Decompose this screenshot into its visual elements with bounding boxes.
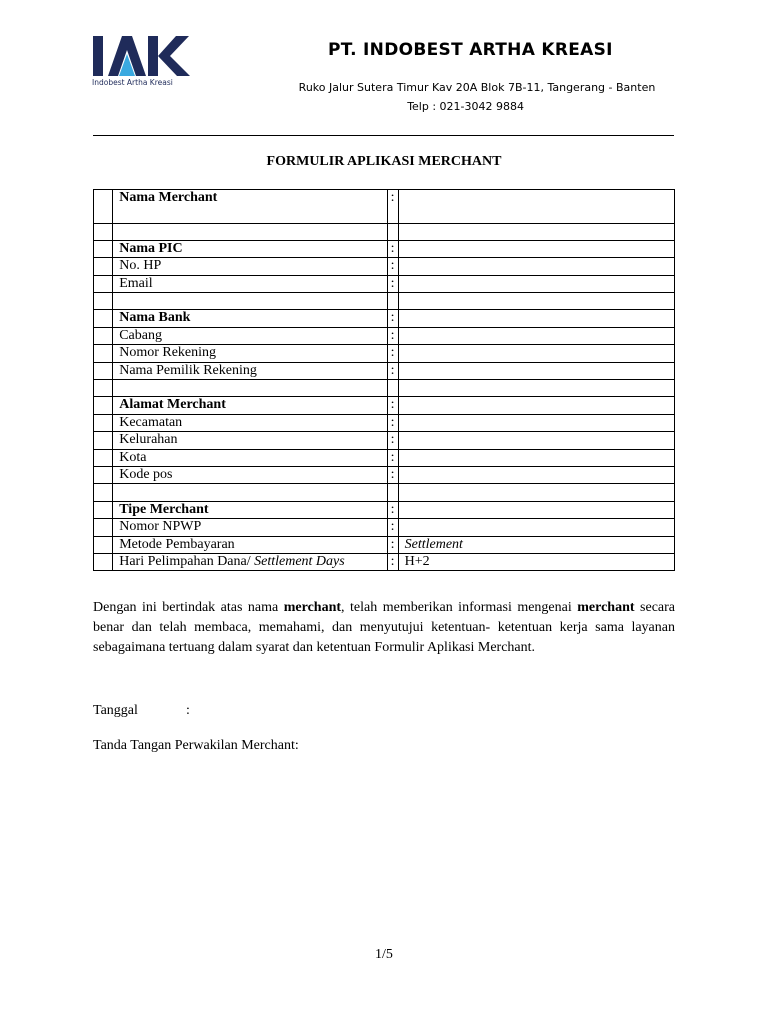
field-value[interactable] [398,310,674,327]
field-label-text: Kelurahan [119,432,178,448]
field-colon: : [387,536,398,553]
field-label-text: Cabang [119,327,162,343]
field-label-text: Hari Pelimpahan Dana/ [119,553,255,569]
row-marker-cell [94,414,113,431]
header-divider [93,135,674,136]
field-colon: : [387,519,398,536]
form-row [94,553,675,570]
form-row [94,484,675,501]
field-value[interactable] [398,293,674,310]
field-label [113,466,387,483]
row-marker-cell [94,449,113,466]
field-label [113,449,387,466]
field-label [113,432,387,449]
field-label-text: Nomor Rekening [119,345,217,361]
field-value[interactable] [398,223,674,240]
field-value[interactable] [398,345,674,362]
statement-text: Dengan ini bertindak atas nama [93,600,284,615]
field-colon [387,380,398,397]
field-label [113,397,387,414]
field-label [113,240,387,257]
field-label-text: Kota [119,449,147,465]
field-colon: : [387,553,398,570]
field-label-text: No. HP [119,258,162,274]
row-marker-cell [94,258,113,275]
tanggal-label: Tanggal [93,703,138,718]
form-row [94,190,675,224]
field-value[interactable] [398,362,674,379]
row-marker-cell [94,327,113,344]
row-marker-cell [94,223,113,240]
field-colon: : [387,258,398,275]
field-colon: : [387,432,398,449]
field-label [113,414,387,431]
form-row [94,345,675,362]
field-label-text: Nama PIC [119,240,183,256]
form-row [94,240,675,257]
field-colon: : [387,362,398,379]
field-value[interactable] [398,397,674,414]
row-marker-cell [94,484,113,501]
form-row [94,362,675,379]
field-colon: : [387,397,398,414]
row-marker-cell [94,501,113,518]
row-marker-cell [94,553,113,570]
field-label [113,258,387,275]
field-value[interactable] [398,258,674,275]
field-label [113,293,387,310]
field-label-text: Kode pos [119,466,173,482]
field-value[interactable] [398,501,674,518]
statement-bold: merchant [283,600,342,615]
field-label [113,345,387,362]
form-row [94,223,675,240]
form-row [94,466,675,483]
field-colon: : [387,466,398,483]
field-label-italic: Settlement Days [254,553,345,569]
form-row [94,380,675,397]
field-label [113,327,387,344]
row-marker-cell [94,345,113,362]
field-value[interactable] [398,553,674,570]
form-row [94,432,675,449]
iak-logo-icon [92,34,192,78]
row-marker-cell [94,310,113,327]
field-label [113,275,387,292]
form-row [94,397,675,414]
field-colon [387,223,398,240]
field-label-text: Nama Bank [119,310,191,326]
row-marker-cell [94,240,113,257]
tanggal-colon: : [186,703,190,718]
field-value[interactable] [398,414,674,431]
row-marker-cell [94,397,113,414]
field-label-text: Nama Pemilik Rekening [119,362,257,378]
field-label [113,380,387,397]
field-label [113,190,387,224]
field-colon: : [387,414,398,431]
field-label-text: Alamat Merchant [119,397,226,413]
form-row [94,293,675,310]
row-marker-cell [94,362,113,379]
field-label-text: Nama Merchant [119,190,218,205]
field-label [113,310,387,327]
form-row [94,414,675,431]
row-marker-cell [94,275,113,292]
company-name: PT. INDOBEST ARTHA KREASI [328,40,613,60]
row-marker-cell [94,519,113,536]
field-label [113,553,387,570]
field-label-text: Metode Pembayaran [119,536,235,552]
row-marker-cell [94,536,113,553]
merchant-form-table [93,189,675,571]
field-value[interactable] [398,449,674,466]
field-label-text: Nomor NPWP [119,519,202,535]
form-row [94,275,675,292]
field-value[interactable] [398,190,674,224]
field-label [113,519,387,536]
field-colon: : [387,327,398,344]
field-colon: : [387,345,398,362]
statement-paragraph [93,598,675,658]
company-address: Ruko Jalur Sutera Timur Kav 20A Blok 7B-11, Tangerang - Banten [298,81,656,94]
form-row [94,258,675,275]
field-value[interactable] [398,327,674,344]
field-colon [387,484,398,501]
form-row [94,449,675,466]
tanggal-field [93,703,190,719]
form-row [94,519,675,536]
field-colon [387,293,398,310]
row-marker-cell [94,380,113,397]
field-label [113,501,387,518]
field-label [113,223,387,240]
field-colon: : [387,501,398,518]
field-value[interactable] [398,466,674,483]
form-row [94,536,675,553]
field-label-text: Kecamatan [119,414,183,430]
signature-label: Tanda Tangan Perwakilan Merchant: [93,738,299,753]
field-value-text: H+2 [404,553,430,569]
company-phone: Telp : 021-3042 9884 [407,100,524,113]
field-value[interactable] [398,380,674,397]
field-value[interactable] [398,240,674,257]
form-row [94,310,675,327]
field-value[interactable] [398,432,674,449]
field-label-text: Tipe Merchant [119,501,209,517]
field-label [113,362,387,379]
logo-subtitle: Indobest Artha Kreasi [92,78,173,87]
field-label [113,536,387,553]
field-value[interactable] [398,275,674,292]
field-colon: : [387,275,398,292]
row-marker-cell [94,293,113,310]
field-value[interactable] [398,536,674,553]
row-marker-cell [94,190,113,224]
field-label-text: Email [119,275,153,291]
field-label [113,484,387,501]
form-title: FORMULIR APLIKASI MERCHANT [266,154,502,169]
row-marker-cell [94,432,113,449]
company-logo [92,34,192,90]
form-row [94,327,675,344]
form-row [94,501,675,518]
field-colon: : [387,190,398,224]
field-value[interactable] [398,484,674,501]
statement-bold: merchant [577,600,635,615]
page-number: 1/5 [375,947,393,962]
statement-text: , telah memberikan informasi mengenai [341,600,578,615]
field-colon: : [387,449,398,466]
field-colon: : [387,310,398,327]
field-colon: : [387,240,398,257]
field-value-text: Settlement [404,536,463,552]
row-marker-cell [94,466,113,483]
field-value[interactable] [398,519,674,536]
statement-text: secara benar dan telah membaca, memahami, dan menyutujui ketentuan- ketentuan kerja sama layanan sebagaimana tertuang dalam syarat dan ketentuan Formulir Aplikasi Merchant. [93,600,676,655]
